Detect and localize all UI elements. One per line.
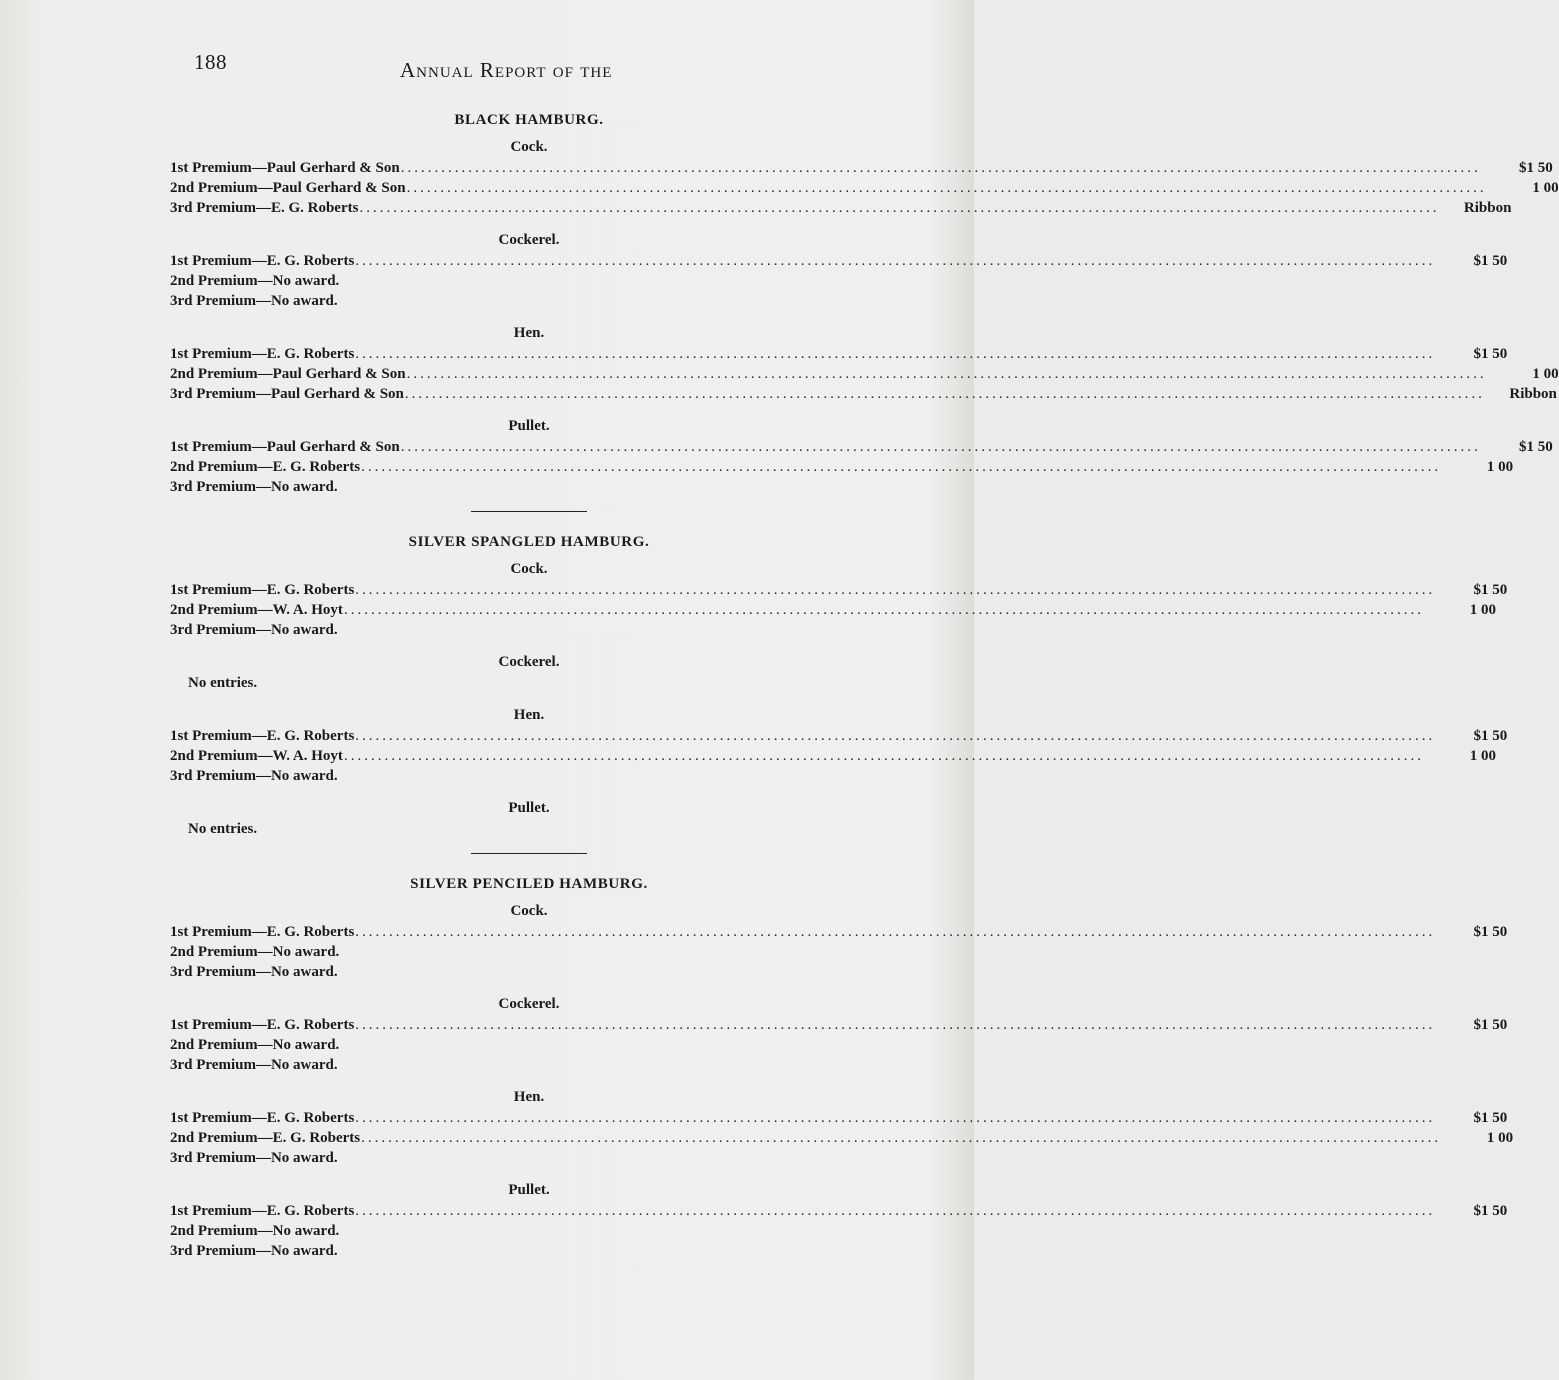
breed-title: SILVER PENCILED HAMBURG. (410, 876, 648, 892)
premium-amount: $1 50 (1473, 924, 1508, 940)
premium-entry (170, 437, 1553, 457)
dot-leader: ................................................................................................................................................................ (355, 346, 1436, 362)
premium-label: 2nd Premium—Paul Gerhard & Son (170, 366, 406, 382)
premium-amount: $1 50 (1473, 582, 1508, 598)
premium-entry (170, 942, 888, 962)
class-block (170, 139, 1559, 218)
premium-amount: 1 00 (1532, 366, 1559, 382)
premium-label: 2nd Premium—E. G. Roberts (170, 1130, 361, 1146)
class-block (170, 561, 1508, 640)
class-title: Cockerel. (498, 232, 560, 248)
class-block (170, 903, 1508, 982)
breed-title: BLACK HAMBURG. (454, 112, 604, 128)
class-title: Cock. (510, 561, 548, 577)
premium-entry (170, 291, 888, 311)
dot-leader: ................................................................................................................................................................ (406, 180, 1487, 196)
dot-leader: ................................................................................................................................................................ (343, 748, 1424, 764)
breed-section (170, 534, 1508, 839)
premium-label: 2nd Premium—E. G. Roberts (170, 459, 361, 475)
premium-entry (170, 271, 888, 291)
dot-leader: ................................................................................................................................................................ (361, 1130, 1442, 1146)
premium-label: 1st Premium—E. G. Roberts (170, 253, 355, 269)
dot-leader: ................................................................................................................................................................ (406, 366, 1487, 382)
premium-amount: 1 00 (1532, 180, 1559, 196)
dot-leader: ................................................................................................................................................................ (355, 582, 1436, 598)
dot-leader: ................................................................................................................................................................ (404, 386, 1485, 402)
premium-entry (170, 457, 1514, 477)
premium-label: 3rd Premium—No award. (170, 1150, 338, 1166)
premium-label: 3rd Premium—No award. (170, 293, 338, 309)
premium-amount: $1 50 (1473, 1203, 1508, 1219)
class-title: Cock. (510, 139, 548, 155)
premium-entry (170, 1148, 888, 1168)
premium-entry (170, 1055, 888, 1075)
premium-amount: $1 50 (1473, 346, 1508, 362)
premium-label: 1st Premium—Paul Gerhard & Son (170, 160, 400, 176)
dot-leader: ................................................................................................................................................................ (355, 924, 1436, 940)
premium-label: 2nd Premium—No award. (170, 944, 340, 960)
dot-leader: ................................................................................................................................................................ (343, 602, 1424, 618)
dot-leader: ................................................................................................................................................................ (355, 1017, 1436, 1033)
dot-leader: ................................................................................................................................................................ (400, 160, 1481, 176)
premium-amount: Ribbon (1509, 386, 1557, 402)
class-title: Pullet. (508, 1182, 550, 1198)
premium-entry (170, 922, 1508, 942)
dot-leader: ................................................................................................................................................................ (359, 200, 1440, 216)
premium-entry (170, 158, 1553, 178)
no-entries-note: No entries. (188, 821, 258, 837)
premium-label: 2nd Premium—No award. (170, 273, 340, 289)
class-block (170, 654, 888, 693)
premium-label: 1st Premium—E. G. Roberts (170, 346, 355, 362)
premium-label: 1st Premium—E. G. Roberts (170, 1203, 355, 1219)
premium-amount: $1 50 (1518, 160, 1553, 176)
section-divider (471, 853, 587, 854)
breed-section (170, 112, 1559, 497)
premium-label: 2nd Premium—No award. (170, 1223, 340, 1239)
page-number: 188 (194, 50, 227, 74)
dot-leader: ................................................................................................................................................................ (355, 253, 1436, 269)
premium-entry (170, 766, 888, 786)
premium-entry (170, 1015, 1508, 1035)
premium-entry (170, 726, 1508, 746)
premium-entry (170, 1221, 888, 1241)
dot-leader: ................................................................................................................................................................ (355, 728, 1436, 744)
class-title: Hen. (513, 1089, 545, 1105)
premium-label: 2nd Premium—Paul Gerhard & Son (170, 180, 406, 196)
premium-label: 3rd Premium—No award. (170, 768, 338, 784)
class-block (170, 1089, 1514, 1168)
premium-label: 3rd Premium—No award. (170, 622, 338, 638)
premium-entry (170, 962, 888, 982)
premium-entry (170, 580, 1508, 600)
premium-label: 1st Premium—E. G. Roberts (170, 1110, 355, 1126)
premium-label: 3rd Premium—No award. (170, 964, 338, 980)
premium-amount: 1 00 (1469, 748, 1496, 764)
premium-amount: $1 50 (1473, 1017, 1508, 1033)
premium-entry (170, 1035, 888, 1055)
premium-label: 2nd Premium—No award. (170, 1037, 340, 1053)
class-title: Cock. (510, 903, 548, 919)
class-title: Hen. (513, 707, 545, 723)
premium-entry (170, 1201, 1508, 1221)
class-title: Hen. (513, 325, 545, 341)
premium-amount: $1 50 (1473, 1110, 1508, 1126)
premium-entry (170, 1128, 1514, 1148)
premium-entry (170, 384, 1557, 404)
class-title: Pullet. (508, 800, 550, 816)
dot-leader: ................................................................................................................................................................ (400, 439, 1481, 455)
premium-label: 1st Premium—E. G. Roberts (170, 582, 355, 598)
class-title: Pullet. (508, 418, 550, 434)
premium-label: 3rd Premium—E. G. Roberts (170, 200, 359, 216)
breed-section (170, 876, 1514, 1261)
premium-label: 1st Premium—E. G. Roberts (170, 924, 355, 940)
premium-entry (170, 364, 1559, 384)
premium-entry (170, 178, 1559, 198)
premium-entry (170, 620, 888, 640)
premium-amount: 1 00 (1469, 602, 1496, 618)
premium-entry (170, 1241, 888, 1261)
no-entries-note: No entries. (188, 675, 258, 691)
premium-amount: $1 50 (1473, 728, 1508, 744)
dot-leader: ................................................................................................................................................................ (361, 459, 1442, 475)
premium-amount: $1 50 (1473, 253, 1508, 269)
premium-amount: 1 00 (1486, 1130, 1514, 1146)
running-head: Annual Report of the (400, 58, 613, 82)
class-block (170, 800, 888, 839)
premium-entry (170, 477, 888, 497)
premium-label: 3rd Premium—No award. (170, 1243, 338, 1259)
premium-entry (170, 1108, 1508, 1128)
premium-amount: Ribbon (1463, 200, 1512, 216)
premium-label: 1st Premium—E. G. Roberts (170, 1017, 355, 1033)
premium-label: 3rd Premium—No award. (170, 479, 338, 495)
premium-entry (170, 746, 1496, 766)
premium-label: 2nd Premium—W. A. Hoyt (170, 602, 343, 618)
dot-leader: ................................................................................................................................................................ (355, 1110, 1436, 1126)
class-title: Cockerel. (498, 654, 560, 670)
class-block (170, 707, 1508, 786)
premium-amount: $1 50 (1518, 439, 1553, 455)
premium-entry (170, 198, 1512, 218)
class-block (170, 232, 1508, 311)
class-block (170, 325, 1559, 404)
premium-label: 3rd Premium—Paul Gerhard & Son (170, 386, 404, 402)
premium-amount: 1 00 (1486, 459, 1514, 475)
premium-entry (170, 600, 1496, 620)
premium-list (170, 112, 1559, 1275)
premium-label: 1st Premium—Paul Gerhard & Son (170, 439, 400, 455)
class-block (170, 1182, 1508, 1261)
dot-leader: ................................................................................................................................................................ (355, 1203, 1436, 1219)
breed-title: SILVER SPANGLED HAMBURG. (408, 534, 650, 550)
section-divider (471, 511, 587, 512)
premium-entry (170, 251, 1508, 271)
premium-label: 2nd Premium—W. A. Hoyt (170, 748, 343, 764)
class-block (170, 996, 1508, 1075)
class-block (170, 418, 1553, 497)
premium-label: 3rd Premium—No award. (170, 1057, 338, 1073)
premium-entry (170, 344, 1508, 364)
premium-label: 1st Premium—E. G. Roberts (170, 728, 355, 744)
class-title: Cockerel. (498, 996, 560, 1012)
